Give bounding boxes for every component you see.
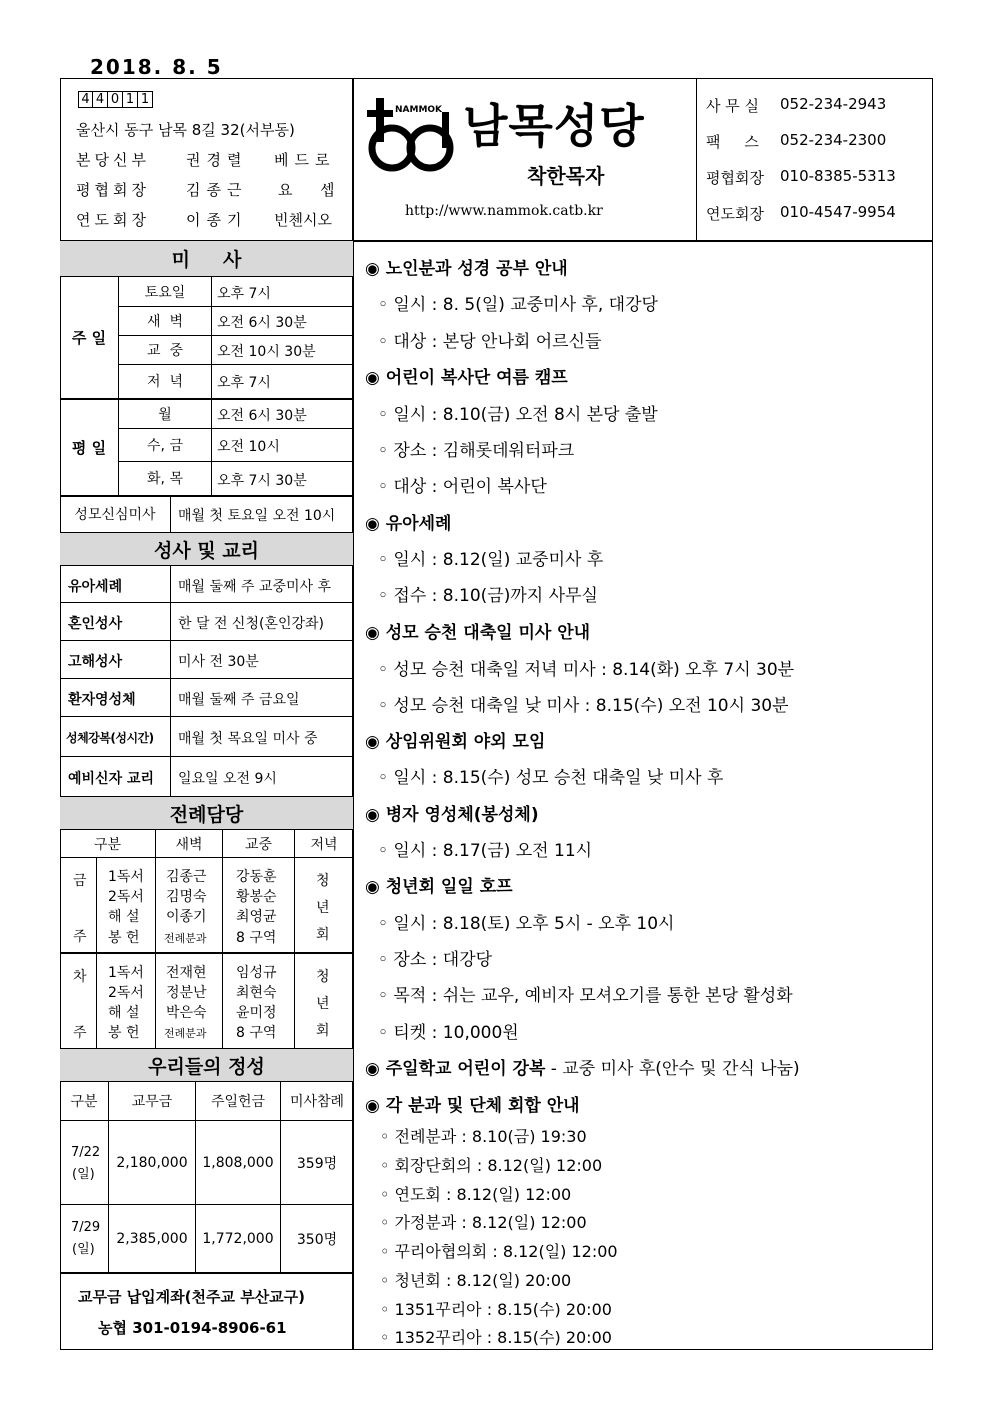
liturgy-evening: 년: [316, 996, 330, 1012]
notice-item: ◦ 회장단회의 : 8.12(일) 12:00: [380, 1156, 603, 1175]
sacr-row-line: [60, 716, 353, 717]
liturgy-role: 2독서: [108, 985, 144, 1001]
postal-digit: 1: [138, 91, 153, 108]
logo-text: NAMMOK: [395, 105, 443, 115]
liturgy-main: 윤미정: [236, 1005, 277, 1021]
notice-title: ◉ 노인분과 성경 공부 안내: [365, 259, 568, 279]
off-row-line: [60, 1272, 353, 1274]
notice-item: ◦ 장소 : 김해롯데워터파크: [378, 441, 575, 461]
sacr-row-line: [60, 756, 353, 757]
liturgy-header: 구분: [93, 836, 122, 853]
offering-attendance: 350명: [296, 1231, 338, 1248]
liturgy-evening: 회: [316, 927, 330, 943]
contact-value: 010-8385-5313: [780, 167, 896, 185]
special-mass-label: 성모신심미사: [74, 507, 156, 523]
liturgy-role: 해 설: [108, 909, 140, 925]
sacrament-label: 성체강복(성시간): [66, 731, 154, 745]
contact-label: 팩 스: [706, 133, 759, 151]
notice-item: ◦ 성모 승천 대축일 낮 미사 : 8.15(수) 오전 10시 30분: [378, 696, 789, 716]
mass-day: 월: [158, 406, 172, 423]
contact-label: 사 무 실: [706, 97, 760, 115]
contact-value: 052-234-2943: [780, 95, 887, 113]
notice-item: ◦ 대상 : 본당 안나회 어르신들: [378, 332, 602, 352]
sacr-col-line: [170, 566, 171, 796]
notice-title: ◉ 병자 영성체(봉성체): [365, 805, 539, 825]
sacrament-label: 고해성사: [68, 654, 123, 670]
notice-item: ◦ 접수 : 8.10(금)까지 사무실: [378, 586, 598, 606]
address: 울산시 동구 남목 8길 32(서부동): [76, 121, 295, 139]
sacrament-label: 유아세례: [68, 579, 123, 595]
sacrament-value: 일요일 오전 9시: [178, 771, 277, 787]
contact-label: 연도회장: [706, 205, 764, 223]
notice-title: ◉ 각 분과 및 단체 회합 안내: [365, 1096, 580, 1116]
liturgy-evening: 년: [316, 900, 330, 916]
offering-header: 미사참례: [289, 1094, 345, 1110]
notice-title: [365, 1054, 800, 1079]
sacrament-label: 혼인성사: [68, 616, 123, 632]
offering-tithe: 2,385,000: [116, 1230, 188, 1247]
staff-saint: 요 셉: [278, 181, 341, 199]
liturgy-evening: 회: [316, 1023, 330, 1039]
notice-item: ◦ 대상 : 어린이 복사단: [378, 477, 547, 497]
mass-time: 오후 7시: [217, 286, 271, 302]
sacrament-value: 미사 전 30분: [178, 654, 259, 670]
offering-section-title: 우리들의 정성: [60, 1048, 353, 1082]
offering-collection: 1,772,000: [202, 1230, 274, 1247]
liturgy-header: 저녁: [310, 836, 338, 853]
liturgy-header: 새벽: [175, 836, 203, 853]
notice-item: ◦ 일시 : 8.12(일) 교중미사 후: [378, 550, 604, 570]
liturgy-main: 임성규: [236, 965, 277, 981]
notice-item: ◦ 일시 : 8.17(금) 오전 11시: [378, 841, 593, 861]
contact-divider: [696, 78, 697, 240]
liturgy-dawn: 이종기: [166, 909, 207, 925]
offering-day: (일): [72, 1242, 95, 1257]
liturgy-main: 최영균: [236, 909, 277, 925]
notice-item: ◦ 성모 승천 대축일 저녁 미사 : 8.14(화) 오후 7시 30분: [378, 660, 795, 680]
contact-value: 010-4547-9954: [780, 203, 896, 221]
liturgy-section-title: 전례담당: [60, 796, 353, 830]
offering-attendance: 359명: [296, 1155, 338, 1172]
liturgy-role: 1독서: [108, 869, 144, 885]
mass-sunday-label: 주 일: [71, 329, 107, 347]
mass-time: 오전 10시 30분: [217, 344, 316, 360]
notice-item: ◦ 일시 : 8.10(금) 오전 8시 본당 출발: [378, 405, 658, 425]
liturgy-dawn: 전재현: [166, 965, 207, 981]
notice-title-suffix: - 교중 미사 후(안수 및 간식 나눔): [545, 1059, 800, 1079]
mass-day: 새 벽: [147, 313, 183, 330]
sacrament-label: 환자영성체: [68, 692, 136, 708]
mass-day: 수, 금: [147, 437, 183, 454]
motto: 착한목자: [527, 164, 605, 188]
sacrament-value: 한 달 전 신청(혼인강좌): [178, 616, 324, 632]
notice-title: ◉ 유아세례: [365, 514, 452, 534]
mass-col-line: [211, 277, 212, 495]
staff-name: 이종기: [186, 211, 248, 229]
liturgy-main: 황봉순: [236, 889, 277, 905]
notice-item: ◦ 1352꾸리아 : 8.15(수) 20:00: [380, 1328, 612, 1347]
liturgy-week: 주: [73, 1025, 87, 1041]
special-mass-value: 매월 첫 토요일 오전 10시: [178, 508, 336, 524]
mass-col-line: [170, 495, 171, 532]
sacrament-label: 예비신자 교리: [68, 771, 155, 787]
contact-value: 052-234-2300: [780, 131, 887, 149]
notice-item: ◦ 일시 : 8.18(토) 오후 5시 - 오후 10시: [378, 914, 675, 934]
mass-day: 화, 목: [147, 471, 183, 487]
mass-day: 저 녁: [147, 374, 183, 390]
liturgy-main: 8 구역: [236, 930, 277, 946]
liturgy-dawn: 박은숙: [166, 1005, 207, 1021]
liturgy-dawn: 김명숙: [166, 889, 207, 905]
notice-item: ◦ 연도회 : 8.12(일) 12:00: [380, 1185, 572, 1204]
liturgy-evening: 청: [316, 873, 330, 889]
postal-digit: 1: [123, 91, 138, 108]
notice-item: ◦ 꾸리아협의회 : 8.12(일) 12:00: [380, 1242, 618, 1261]
mass-weekday-label: 평 일: [71, 438, 107, 457]
notice-title: ◉ 어린이 복사단 여름 캠프: [365, 368, 568, 388]
mass-time: 오전 10시: [217, 439, 280, 455]
liturgy-week: 차: [73, 969, 87, 985]
offering-date: 7/22: [71, 1145, 101, 1160]
liturgy-role: 1독서: [108, 965, 144, 981]
lit-row-line: [60, 952, 353, 954]
account-number: 농협 301-0194-8906-61: [98, 1319, 287, 1337]
sacr-row-line: [60, 602, 353, 603]
bulletin-date: 2018. 8. 5: [90, 55, 223, 79]
notice-item: ◦ 가정분과 : 8.12(일) 12:00: [380, 1213, 587, 1232]
lit-col-line: [222, 830, 223, 1048]
liturgy-role: 2독서: [108, 889, 144, 905]
offering-header: 교무금: [131, 1094, 173, 1110]
notice-item: ◦ 일시 : 8.15(수) 성모 승천 대축일 낮 미사 후: [378, 768, 724, 788]
notice-item: ◦ 장소 : 대강당: [378, 950, 493, 970]
mass-day: 교 중: [147, 342, 183, 359]
website-url[interactable]: http://www.nammok.catb.kr: [405, 203, 603, 219]
liturgy-dawn: 김종근: [166, 869, 207, 885]
liturgy-dawn: 전례분과: [164, 932, 207, 945]
staff-role: 본당신부: [76, 151, 150, 169]
postal-digit: 0: [108, 91, 123, 108]
postal-code: [78, 91, 153, 108]
postal-digit: 4: [78, 91, 93, 108]
staff-name: 김종근: [186, 181, 248, 199]
contact-label: 평협회장: [706, 169, 764, 187]
liturgy-main: 강동훈: [236, 869, 277, 885]
mass-time: 오전 6시 30분: [217, 315, 307, 331]
lit-col-line: [155, 830, 156, 1048]
postal-digit: 4: [93, 91, 108, 108]
offering-collection: 1,808,000: [202, 1154, 274, 1171]
lit-col-line: [294, 830, 295, 1048]
church-name: 남목성당: [463, 99, 645, 153]
lit-col-line: [96, 857, 97, 1048]
notice-title: ◉ 상임위원회 야외 모임: [365, 732, 546, 752]
mass-time: 오후 7시: [217, 375, 271, 391]
offering-header: 구분: [70, 1094, 98, 1110]
mass-time: 오전 6시 30분: [217, 408, 307, 424]
notice-title: ◉ 청년회 일일 호프: [365, 877, 513, 897]
liturgy-main: 8 구역: [236, 1025, 277, 1041]
lit-row-line: [60, 857, 353, 858]
sacrament-value: 매월 첫 목요일 미사 중: [178, 731, 318, 747]
mass-time: 오후 7시 30분: [217, 473, 307, 489]
account-label: 교무금 납입계좌(천주교 부산교구): [78, 1288, 306, 1306]
offering-header: 주일헌금: [210, 1094, 266, 1110]
notice-title-text: ◉ 주일학교 어린이 강복: [365, 1059, 546, 1079]
notice-item: ◦ 티켓 : 10,000원: [378, 1023, 519, 1043]
sacraments-section-title: 성사 및 교리: [60, 532, 353, 566]
notice-item: ◦ 일시 : 8. 5(일) 교중미사 후, 대강당: [378, 295, 658, 315]
offering-tithe: 2,180,000: [116, 1154, 188, 1171]
liturgy-role: 해 설: [108, 1005, 140, 1021]
notice-item: ◦ 목적 : 쉬는 교우, 예비자 모셔오기를 통한 본당 활성화: [378, 986, 793, 1006]
liturgy-dawn: 정분난: [166, 985, 207, 1001]
liturgy-main: 최현숙: [236, 985, 277, 1001]
offering-day: (일): [72, 1167, 95, 1182]
notice-item: ◦ 1351꾸리아 : 8.15(수) 20:00: [380, 1300, 612, 1319]
notice-title: ◉ 성모 승천 대축일 미사 안내: [365, 623, 591, 643]
liturgy-role: 봉 헌: [108, 1025, 140, 1041]
liturgy-evening: 청: [316, 969, 330, 985]
sacrament-value: 매월 둘째 주 금요일: [178, 692, 300, 708]
staff-saint: 베드로: [274, 151, 336, 169]
mass-section-title: 미 사: [60, 240, 353, 277]
offering-date: 7/29: [71, 1220, 101, 1235]
liturgy-week: 금: [73, 873, 87, 889]
sacr-row-line: [60, 678, 353, 679]
liturgy-header: 교중: [244, 836, 273, 853]
mass-day: 토요일: [144, 284, 186, 301]
staff-role: 연도회장: [76, 211, 150, 229]
notice-item: ◦ 청년회 : 8.12(일) 20:00: [380, 1271, 572, 1290]
staff-saint: 빈첸시오: [274, 211, 332, 229]
staff-role: 평협회장: [76, 181, 150, 199]
liturgy-role: 봉 헌: [108, 930, 140, 946]
liturgy-dawn: 전례분과: [164, 1027, 207, 1040]
notice-item: ◦ 전례분과 : 8.10(금) 19:30: [380, 1127, 587, 1146]
sacrament-value: 매월 둘째 주 교중미사 후: [178, 579, 332, 595]
liturgy-week: 주: [73, 929, 87, 945]
staff-name: 권경렬: [186, 151, 248, 169]
sacr-row-line: [60, 640, 353, 641]
